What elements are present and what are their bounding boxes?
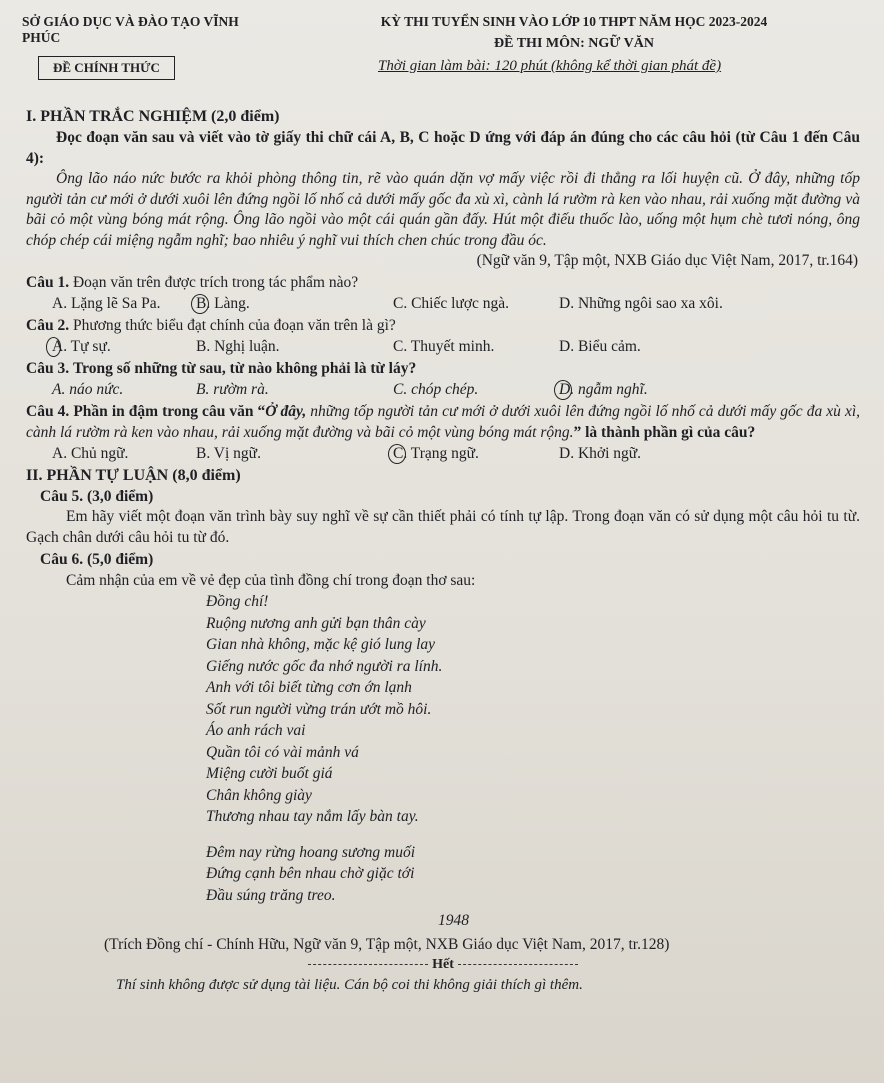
poem-line: Miệng cười buốt giá xyxy=(206,765,333,782)
poem xyxy=(26,591,860,906)
answer-circle-mark xyxy=(46,337,61,357)
poem-line: Đêm nay rừng hoang sương muối xyxy=(206,843,416,861)
poem-line: Đầu súng trăng treo. xyxy=(206,886,336,904)
question-text: Trong số những từ sau, từ nào không phải là từ láy? xyxy=(72,359,417,377)
question-3 xyxy=(26,358,860,401)
option-b: B. Nghị luận. xyxy=(196,337,280,355)
option-b: B. Làng. xyxy=(196,293,393,315)
part2-title: II. PHẦN TỰ LUẬN (8,0 điểm) xyxy=(26,466,241,484)
poem-line: Đứng cạnh bên nhau chờ giặc tới xyxy=(206,865,415,882)
option-d: D. ngẫm nghĩ. xyxy=(559,379,648,401)
question-4: Câu 4. Phần in đậm trong câu văn “Ở đây, những tốp người tản cư mới ở dưới xuôi lên đứng ngồi lố nhố cả dưới mấy gốc đa xù xì, cành lá rườm rà ken vào nhau, rải xuống mặt đường và bãi cỏ một vùng bóng mát rộng.” là thành phần gì của câu? A. Chủ ngữ. B. Vị ngữ. C. Trạng ngữ. D. Khởi ngữ. xyxy=(26,401,860,465)
answer-circle-mark xyxy=(191,294,209,314)
option-a: A. náo nức. xyxy=(52,380,124,398)
answer-circle-mark xyxy=(554,380,572,400)
part1-instruction: Đọc đoạn văn sau và viết vào tờ giấy thi chữ cái A, B, C hoặc D ứng với đáp án đúng cho các câu hỏi (từ Câu 1 đến Câu 4): xyxy=(26,129,860,167)
part1-title: I. PHẦN TRẮC NGHIỆM (2,0 điểm) xyxy=(26,108,280,125)
option-c: C. chóp chép. xyxy=(393,380,479,398)
q6-label: Câu 6. (5,0 điểm) xyxy=(40,551,154,568)
option-a: A. Chủ ngữ. xyxy=(52,444,129,462)
poem-line: Ruộng nương anh gửi bạn thân cày xyxy=(206,614,426,632)
exam-header xyxy=(22,8,860,90)
question-text: Đoạn văn trên được trích trong tác phẩm nào? xyxy=(72,273,359,291)
option-a: A. Lặng lẽ Sa Pa. xyxy=(52,294,161,312)
exam-title-block xyxy=(284,14,864,52)
question-label: Câu 1. xyxy=(26,273,70,291)
option-b: B. rườm rà. xyxy=(196,380,269,398)
end-marker: Hết xyxy=(26,957,860,973)
poem-source: (Trích Đồng chí - Chính Hữu, Ngữ văn 9, Tập một, NXB Giáo dục Việt Nam, 2017, tr.128) xyxy=(104,936,670,953)
q6-text: Cảm nhận của em về vẻ đẹp của tình đồng chí trong đoạn thơ sau: xyxy=(66,571,476,589)
poem-line: Gian nhà không, mặc kệ gió lung lay xyxy=(206,636,436,653)
poem-line: Chân không giày xyxy=(206,786,312,804)
time-note: Thời gian làm bài: 120 phút (không kể thời gian phát đề) xyxy=(378,58,722,74)
question-label: Câu 3. xyxy=(26,359,70,377)
option-b: B. Vị ngữ. xyxy=(196,444,261,462)
footer-note: Thí sinh không được sử dụng tài liệu. Cán bộ coi thi không giải thích gì thêm. xyxy=(116,977,583,993)
question-label: Câu 2. xyxy=(26,316,70,334)
question-2 xyxy=(26,315,860,358)
option-d: D. Khởi ngữ. xyxy=(559,444,642,462)
poem-line: Quần tôi có vài mảnh vá xyxy=(206,743,359,761)
option-d: D. Những ngôi sao xa xôi. xyxy=(559,294,723,312)
poem-stanza-2 xyxy=(206,842,860,907)
poem-line: Giếng nước gốc đa nhớ người ra lính. xyxy=(206,657,443,675)
question-label: Câu 4. xyxy=(26,402,70,420)
poem-stanza-1 xyxy=(206,591,860,828)
poem-line: Anh với tôi biết từng cơn ớn lạnh xyxy=(206,679,412,696)
poem-line: Thương nhau tay nắm lấy bàn tay. xyxy=(206,808,419,825)
poem-line: Sốt run người vừng trán ướt mồ hôi. xyxy=(206,700,432,718)
poem-year: 1948 xyxy=(438,912,469,929)
option-c: C. Chiếc lược ngà. xyxy=(393,294,510,312)
option-c: C. Trạng ngữ. xyxy=(393,443,559,465)
q5-label: Câu 5. (3,0 điểm) xyxy=(40,487,154,505)
exam-subject: ĐỀ THI MÔN: NGỮ VĂN xyxy=(494,36,654,51)
poem-line: Đồng chí! xyxy=(206,593,269,610)
question-text: Phương thức biểu đạt chính của đoạn văn trên là gì? xyxy=(72,316,396,334)
poem-line: Áo anh rách vai xyxy=(206,722,306,739)
official-badge: ĐỀ CHÍNH THỨC xyxy=(38,56,175,80)
reading-passage: Ông lão náo nức bước ra khỏi phòng thông tin, rẽ vào quán dặn vợ mấy việc rồi đi thẳng ra lối huyện cũ. Ở đây, những tốp người tản cư mới ở dưới xuôi lên đứng ngồi lố nhố cả dưới mấy gốc đa xù xì, cành lá rườm rà ken vào nhau, rải xuống mặt đường và bãi cỏ một vùng bóng mát rộng. Ông lão ngồi vào một cái quán gần đấy. Hút một điếu thuốc lào, uống một hụm chè tươi nóng, ông chóp chép cái miệng ngẫm nghĩ; bao nhiêu ý nghĩ vui thích chen chúc trong đầu óc. xyxy=(26,170,860,249)
question-1 xyxy=(26,272,860,315)
exam-title: KỲ THI TUYỂN SINH VÀO LỚP 10 THPT NĂM HỌC 2023-2024 xyxy=(380,14,768,29)
answer-circle-mark xyxy=(388,444,406,464)
bold-phrase: Ở đây, xyxy=(265,402,307,420)
option-a: A. Tự sự. xyxy=(52,336,196,358)
option-c: C. Thuyết minh. xyxy=(393,337,495,355)
q5-text: Em hãy viết một đoạn văn trình bày suy nghĩ về sự cần thiết phải có tính tự lập. Trong đoạn văn có sử dụng một câu hỏi tu từ. Gạch chân dưới câu hỏi tu từ đó. xyxy=(26,508,860,546)
department-name: SỞ GIÁO DỤC VÀ ĐÀO TẠO VĨNH PHÚC xyxy=(22,14,239,45)
option-d: D. Biểu cảm. xyxy=(559,337,641,355)
passage-source: (Ngữ văn 9, Tập một, NXB Giáo dục Việt Nam, 2017, tr.164) xyxy=(476,252,858,269)
